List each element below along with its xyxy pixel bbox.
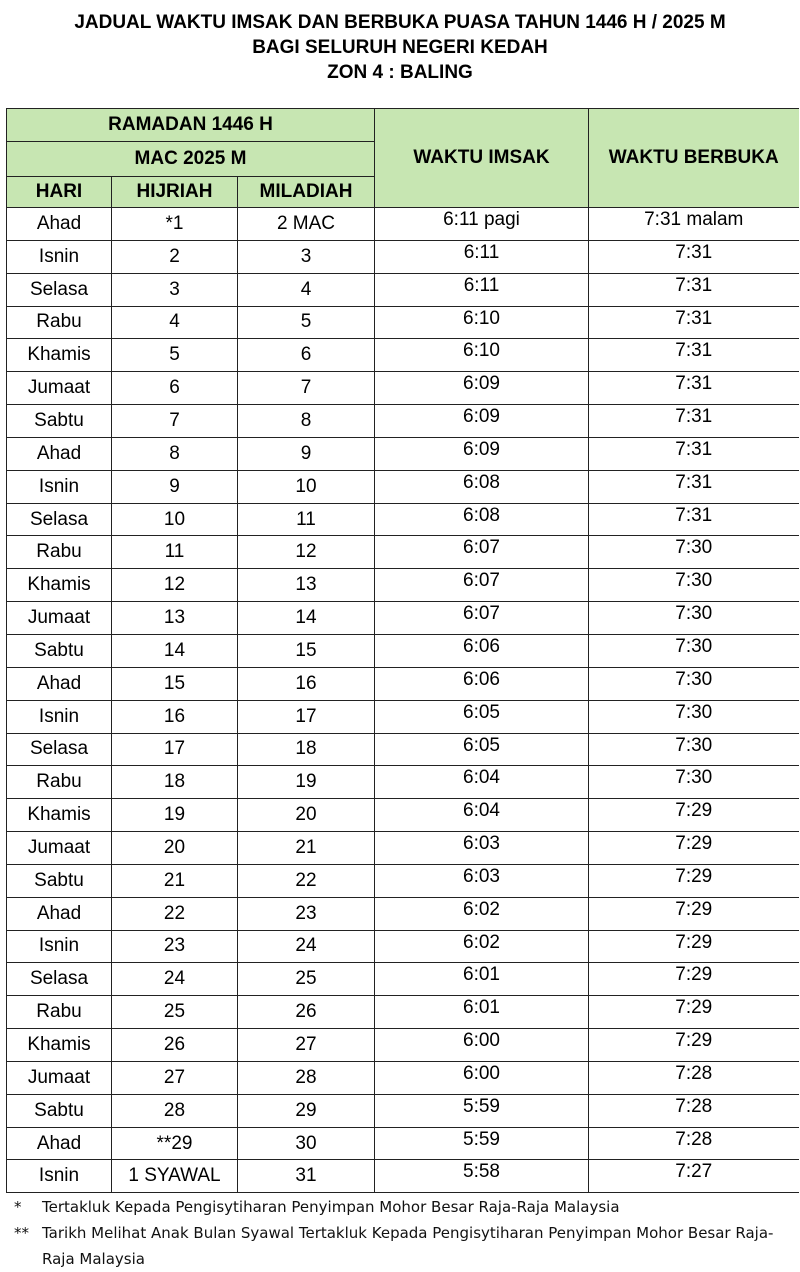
berbuka-time-cell: 7:31 [589,503,799,536]
imsak-time-cell: 6:03 [375,832,589,865]
hijri-date-cell: 12 [112,569,238,602]
title-line-3: ZON 4 : BALING [327,62,473,83]
gregorian-date-cell: 16 [238,667,375,700]
gregorian-date-cell: 19 [238,766,375,799]
hijri-date-cell: **29 [112,1127,238,1160]
footnote-2-mark: ** [14,1224,29,1242]
berbuka-time-cell: 7:31 [589,273,799,306]
day-cell: Ahad [7,897,112,930]
berbuka-time-cell: 7:29 [589,930,799,963]
hijri-date-cell: 13 [112,602,238,635]
hijri-date-cell: 11 [112,536,238,569]
gregorian-date-cell: 26 [238,996,375,1029]
day-cell: Isnin [7,930,112,963]
table-row [7,963,799,996]
gregorian-date-cell: 25 [238,963,375,996]
imsak-time-cell: 6:04 [375,799,589,832]
gregorian-date-cell: 28 [238,1061,375,1094]
table-row [7,503,799,536]
imsak-time-cell: 6:09 [375,437,589,470]
berbuka-time-cell: 7:31 [589,372,799,405]
hijri-date-cell: 17 [112,733,238,766]
day-cell: Rabu [7,996,112,1029]
table-row [7,536,799,569]
gregorian-date-cell: 7 [238,372,375,405]
gregorian-date-cell: 15 [238,634,375,667]
gregorian-date-cell: 17 [238,700,375,733]
berbuka-time-cell: 7:29 [589,832,799,865]
berbuka-time-cell: 7:28 [589,1094,799,1127]
berbuka-time-cell: 7:29 [589,897,799,930]
table-row [7,634,799,667]
imsak-time-cell: 6:05 [375,733,589,766]
gregorian-date-cell: 5 [238,306,375,339]
day-cell: Khamis [7,799,112,832]
table-row [7,733,799,766]
hijri-date-cell: 22 [112,897,238,930]
table-row [7,437,799,470]
hijri-date-cell: 26 [112,1029,238,1062]
hijri-date-cell: 28 [112,1094,238,1127]
table-row [7,240,799,273]
table-row [7,306,799,339]
table-row [7,1094,799,1127]
imsak-time-cell: 6:00 [375,1061,589,1094]
document-title [0,10,800,85]
table-row [7,372,799,405]
day-cell: Jumaat [7,1061,112,1094]
table-row [7,208,799,241]
hijri-date-cell: 24 [112,963,238,996]
imsak-time-cell: 6:07 [375,569,589,602]
imsak-time-cell: 6:08 [375,470,589,503]
day-cell: Khamis [7,569,112,602]
berbuka-time-cell: 7:30 [589,536,799,569]
gregorian-date-cell: 24 [238,930,375,963]
table-row [7,930,799,963]
imsak-time-cell: 6:00 [375,1029,589,1062]
berbuka-time-cell: 7:29 [589,963,799,996]
gregorian-date-cell: 23 [238,897,375,930]
day-cell: Isnin [7,1160,112,1193]
day-cell: Khamis [7,1029,112,1062]
footnote-1-text: Tertakluk Kepada Pengisytiharan Penyimpan Mohor Besar Raja-Raja Malaysia [42,1198,620,1216]
table-row [7,1160,799,1193]
imsak-time-cell: 6:06 [375,634,589,667]
imsak-time-cell: 6:11 [375,240,589,273]
table-row [7,1061,799,1094]
imsak-time-cell: 6:10 [375,306,589,339]
day-cell: Sabtu [7,1094,112,1127]
day-cell: Ahad [7,437,112,470]
day-cell: Rabu [7,766,112,799]
hijri-date-cell: 15 [112,667,238,700]
berbuka-time-cell: 7:30 [589,700,799,733]
imsak-time-cell: 6:11 pagi [375,208,589,241]
imsak-time-cell: 5:58 [375,1160,589,1193]
day-cell: Jumaat [7,372,112,405]
hijri-date-cell: 6 [112,372,238,405]
gregorian-date-cell: 21 [238,832,375,865]
hijri-date-cell: 18 [112,766,238,799]
header-ramadan: RAMADAN 1446 H [7,109,375,142]
berbuka-time-cell: 7:28 [589,1127,799,1160]
gregorian-date-cell: 18 [238,733,375,766]
hijri-date-cell: *1 [112,208,238,241]
imsak-time-cell: 6:01 [375,963,589,996]
footnote-1-mark: * [14,1198,22,1216]
imsak-time-cell: 6:02 [375,930,589,963]
berbuka-time-cell: 7:31 [589,339,799,372]
gregorian-date-cell: 20 [238,799,375,832]
imsak-time-cell: 6:07 [375,536,589,569]
berbuka-time-cell: 7:27 [589,1160,799,1193]
day-cell: Selasa [7,963,112,996]
table-row [7,996,799,1029]
footnotes [14,1194,794,1272]
hijri-date-cell: 10 [112,503,238,536]
day-cell: Isnin [7,240,112,273]
gregorian-date-cell: 4 [238,273,375,306]
day-cell: Jumaat [7,832,112,865]
imsak-time-cell: 6:09 [375,372,589,405]
table-row [7,897,799,930]
imsak-time-cell: 6:08 [375,503,589,536]
hijri-date-cell: 3 [112,273,238,306]
imsak-time-cell: 6:11 [375,273,589,306]
hijri-date-cell: 16 [112,700,238,733]
hijri-date-cell: 1 SYAWAL [112,1160,238,1193]
schedule-table [6,108,799,1193]
berbuka-time-cell: 7:29 [589,799,799,832]
table-row [7,405,799,438]
hijri-date-cell: 14 [112,634,238,667]
gregorian-date-cell: 6 [238,339,375,372]
imsak-time-cell: 5:59 [375,1127,589,1160]
gregorian-date-cell: 13 [238,569,375,602]
table-row [7,470,799,503]
day-cell: Jumaat [7,602,112,635]
footnote-2 [14,1220,794,1272]
header-hijriah: HIJRIAH [112,177,238,208]
gregorian-date-cell: 9 [238,437,375,470]
table-row [7,700,799,733]
gregorian-date-cell: 31 [238,1160,375,1193]
berbuka-time-cell: 7:31 [589,405,799,438]
imsak-time-cell: 6:03 [375,864,589,897]
hijri-date-cell: 21 [112,864,238,897]
title-line-1: JADUAL WAKTU IMSAK DAN BERBUKA PUASA TAHUN 1446 H / 2025 M [74,12,726,33]
gregorian-date-cell: 11 [238,503,375,536]
hijri-date-cell: 2 [112,240,238,273]
hijri-date-cell: 19 [112,799,238,832]
hijri-date-cell: 20 [112,832,238,865]
berbuka-time-cell: 7:30 [589,766,799,799]
table-row [7,602,799,635]
berbuka-time-cell: 7:31 [589,240,799,273]
day-cell: Sabtu [7,634,112,667]
gregorian-date-cell: 27 [238,1029,375,1062]
header-waktu-berbuka: WAKTU BERBUKA [589,109,799,208]
gregorian-date-cell: 14 [238,602,375,635]
gregorian-date-cell: 29 [238,1094,375,1127]
day-cell: Ahad [7,208,112,241]
header-hari: HARI [7,177,112,208]
table-row [7,569,799,602]
gregorian-date-cell: 10 [238,470,375,503]
hijri-date-cell: 7 [112,405,238,438]
footnote-1 [14,1194,794,1220]
table-row [7,766,799,799]
hijri-date-cell: 23 [112,930,238,963]
berbuka-time-cell: 7:30 [589,733,799,766]
gregorian-date-cell: 30 [238,1127,375,1160]
berbuka-time-cell: 7:31 malam [589,208,799,241]
imsak-time-cell: 6:04 [375,766,589,799]
table-row [7,1029,799,1062]
schedule-body [7,208,799,1193]
berbuka-time-cell: 7:31 [589,306,799,339]
day-cell: Selasa [7,273,112,306]
hijri-date-cell: 25 [112,996,238,1029]
day-cell: Rabu [7,306,112,339]
imsak-time-cell: 6:06 [375,667,589,700]
title-line-2: BAGI SELURUH NEGERI KEDAH [252,37,548,58]
hijri-date-cell: 5 [112,339,238,372]
hijri-date-cell: 8 [112,437,238,470]
imsak-time-cell: 6:07 [375,602,589,635]
berbuka-time-cell: 7:29 [589,864,799,897]
berbuka-time-cell: 7:31 [589,437,799,470]
hijri-date-cell: 27 [112,1061,238,1094]
gregorian-date-cell: 12 [238,536,375,569]
berbuka-time-cell: 7:29 [589,1029,799,1062]
gregorian-date-cell: 3 [238,240,375,273]
day-cell: Sabtu [7,864,112,897]
day-cell: Khamis [7,339,112,372]
day-cell: Rabu [7,536,112,569]
hijri-date-cell: 9 [112,470,238,503]
table-row [7,1127,799,1160]
table-row [7,799,799,832]
table-row [7,339,799,372]
table-row [7,864,799,897]
table-row [7,832,799,865]
day-cell: Ahad [7,1127,112,1160]
day-cell: Selasa [7,503,112,536]
header-month: MAC 2025 M [7,142,375,177]
berbuka-time-cell: 7:29 [589,996,799,1029]
berbuka-time-cell: 7:30 [589,634,799,667]
berbuka-time-cell: 7:30 [589,569,799,602]
day-cell: Ahad [7,667,112,700]
imsak-time-cell: 6:05 [375,700,589,733]
table-row [7,667,799,700]
header-waktu-imsak: WAKTU IMSAK [375,109,589,208]
imsak-time-cell: 6:01 [375,996,589,1029]
day-cell: Isnin [7,700,112,733]
imsak-time-cell: 6:10 [375,339,589,372]
berbuka-time-cell: 7:30 [589,602,799,635]
gregorian-date-cell: 22 [238,864,375,897]
berbuka-time-cell: 7:31 [589,470,799,503]
day-cell: Sabtu [7,405,112,438]
imsak-time-cell: 5:59 [375,1094,589,1127]
header-miladiah: MILADIAH [238,177,375,208]
hijri-date-cell: 4 [112,306,238,339]
berbuka-time-cell: 7:28 [589,1061,799,1094]
day-cell: Isnin [7,470,112,503]
day-cell: Selasa [7,733,112,766]
gregorian-date-cell: 8 [238,405,375,438]
imsak-time-cell: 6:02 [375,897,589,930]
gregorian-date-cell: 2 MAC [238,208,375,241]
table-row [7,273,799,306]
imsak-time-cell: 6:09 [375,405,589,438]
footnote-2-text: Tarikh Melihat Anak Bulan Syawal Tertakluk Kepada Pengisytiharan Penyimpan Mohor Besar Raja-Raja Malaysia [42,1224,774,1268]
berbuka-time-cell: 7:30 [589,667,799,700]
